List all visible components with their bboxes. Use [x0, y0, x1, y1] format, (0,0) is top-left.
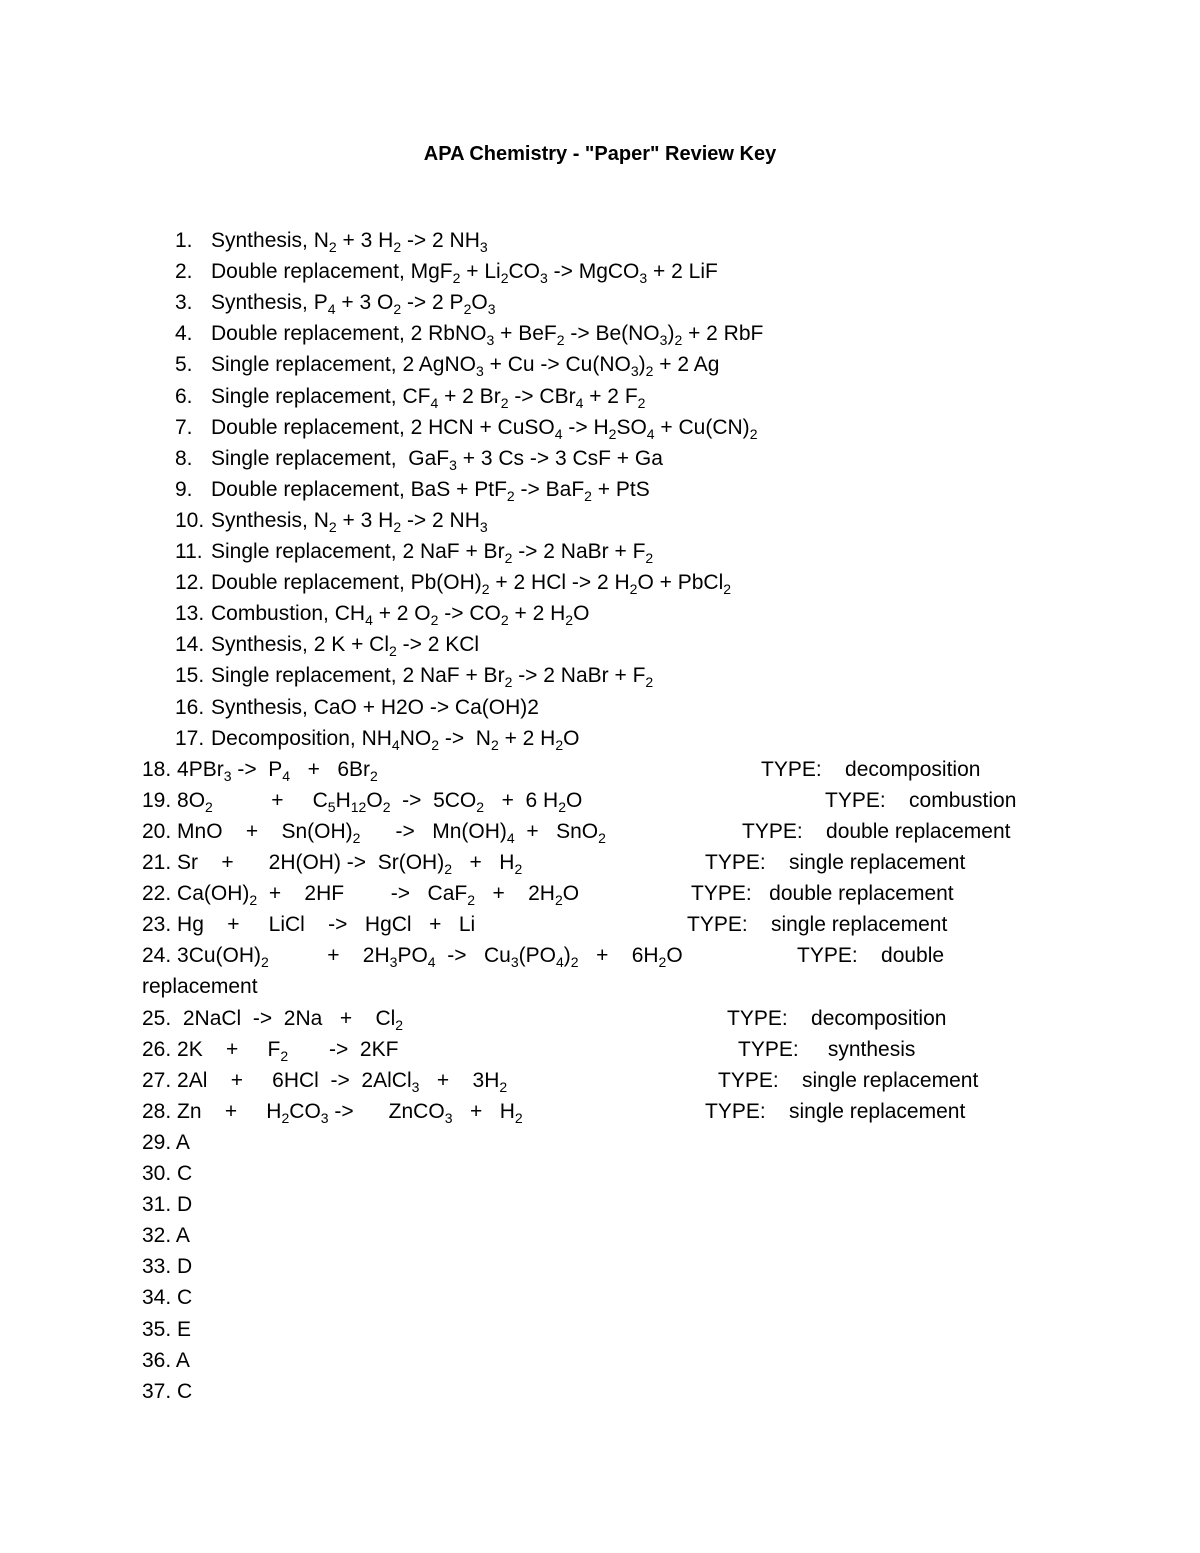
item-text: Double replacement, $Pb(OH)_2 + 2$ HCl -> 2 $H_2O$ + PbCl$_2$ [211, 571, 732, 598]
reaction-equation: 28. Zn + $H_2CO_3$ -> ZnCO$_3$ + $H_2$ [142, 1099, 523, 1126]
item-text: Synthesis, $P_4 + 3$ $O_2 -> 2$ $P_2O_3$ [211, 291, 496, 318]
answer-item: 34. C [142, 1286, 193, 1310]
item-number: 1. [175, 229, 193, 252]
reaction-equation: 21. Sr + $2H(OH) -> Sr(OH)_2 + H_2$ [142, 851, 523, 877]
answer-item: 33. D [142, 1255, 193, 1279]
reaction-type: TYPE: combustion [825, 788, 1017, 812]
item-text: Combustion, $CH_4 + 2$ $O_2 -> CO_2 + 2$ $H_2O$ [211, 602, 590, 629]
reaction-type: TYPE: double replacement [742, 819, 1011, 843]
item-text: Single replacement, 2 NaF + $Br_2 -> 2$ NaBr + $F_2$ [211, 540, 654, 566]
item-text: Single replacement, $CF_4 + 2$ $Br_2 -> CBr_4 + 2$ $F_2$ [211, 384, 646, 411]
reaction-type: TYPE: double [797, 944, 945, 968]
item-number: 12. [175, 571, 205, 595]
item-number: 4. [175, 322, 193, 346]
reaction-equation: 24. $3Cu(OH)_2$ + $2H_3PO_4 -> Cu_3(PO_4)_2$ + $6H_2O$ [142, 944, 683, 971]
item-number: 7. [175, 415, 193, 439]
reaction-type: TYPE: single replacement [705, 851, 966, 874]
page-title: APA Chemistry - "Paper" Review Key [423, 143, 777, 165]
item-text: Synthesis, 2 $K + Cl_2 -> 2$ KCl [211, 633, 480, 660]
item-text: Single replacement, GaF$_3$ + 3 Cs -> 3 CsF + Ga [211, 446, 663, 473]
reaction-equation: 27. 2Al + 6HCl -> 2AlCl$_3$ + $3H_2$ [142, 1068, 508, 1095]
reaction-equation: 19. $8O_2$ + $C_5H_{12}O_2 -> 5CO_2 + 6$ $H_2O$ [142, 788, 583, 815]
item-number: 14. [175, 633, 205, 657]
answer-item: 31. D [142, 1193, 193, 1217]
item-text: Single replacement, 2 NaF + $Br_2 -> 2$ NaBr + $F_2$ [211, 664, 654, 691]
item-text: Double replacement, 2 HCN + CuSO$_4$ -> $H_2SO_4 + Cu(CN)_2$ [211, 415, 758, 442]
reaction-type: TYPE: single replacement [705, 1099, 966, 1123]
answer-item: 35. E [142, 1317, 192, 1341]
reaction-equation: 22. $Ca(OH)_2$ + 2HF -> CaF$_2$ + $2H_2O$ [142, 882, 580, 909]
item-number: 15. [175, 664, 205, 688]
reaction-type: TYPE: single replacement [718, 1068, 979, 1092]
reaction-type: TYPE: decomposition [727, 1006, 947, 1030]
item-text: Double replacement, BaS + PtF$_2$ -> BaF$_2$ + PtS [211, 477, 650, 504]
reaction-type: TYPE: decomposition [761, 757, 981, 781]
item-number: 11. [175, 540, 203, 563]
answer-item: 29. A [142, 1130, 190, 1154]
item-text: Double replacement, 2 RbNO$_3$ + $BeF_2 -> Be(NO_3)_2 + 2$ RbF [211, 322, 764, 349]
answer-item: 32. A [142, 1224, 190, 1248]
reaction-type: TYPE: double replacement [691, 882, 954, 906]
answer-item: 30. C [142, 1162, 193, 1185]
reaction-type: TYPE: single replacement [687, 913, 948, 937]
reaction-equation: replacement [142, 975, 258, 999]
reaction-equation: 23. Hg + LiCl -> HgCl + Li [142, 913, 476, 937]
item-number: 17. [175, 726, 205, 750]
item-text: Synthesis, $N_2 + 3$ $H_2 -> 2$ $NH_3$ [211, 229, 488, 255]
answer-item: 37. C [142, 1379, 193, 1403]
reaction-equation: 18. $4PBr_3 -> P_4 + 6Br_2$ [142, 757, 378, 784]
item-text: Synthesis, CaO + H2O -> Ca(OH)2 [211, 695, 539, 719]
item-text: Single replacement, 2 AgNO$_3$ + $Cu -> Cu(NO_3)_2 + 2$ Ag [211, 353, 720, 380]
item-text: Double replacement, $MgF_2 + Li_2CO_3$ -> MgCO$_3$ + 2 LiF [211, 260, 718, 287]
item-number: 6. [175, 384, 193, 408]
item-number: 2. [175, 260, 193, 284]
item-number: 8. [175, 446, 193, 470]
reaction-type: TYPE: synthesis [738, 1037, 916, 1061]
item-number: 10. [175, 508, 205, 532]
item-text: Decomposition, $NH_4NO_2 -> N_2 + 2$ $H_2O$ [211, 726, 580, 753]
item-text: Synthesis, $N_2 + 3$ $H_2 -> 2$ $NH_3$ [211, 508, 488, 535]
reaction-equation: 25. 2NaCl -> 2Na + $Cl_2$ [142, 1006, 404, 1033]
reaction-equation: 20. MnO + $Sn(OH)_2$ -> $Mn(OH)_4 + SnO_2$ [142, 819, 606, 846]
item-number: 3. [175, 291, 193, 315]
reaction-equation: 26. 2K + $F_2$ -> 2KF [142, 1037, 399, 1064]
item-number: 5. [175, 353, 193, 377]
item-number: 13. [175, 602, 205, 626]
item-number: 9. [175, 477, 193, 501]
answer-item: 36. A [142, 1348, 190, 1372]
item-number: 16. [175, 695, 205, 719]
